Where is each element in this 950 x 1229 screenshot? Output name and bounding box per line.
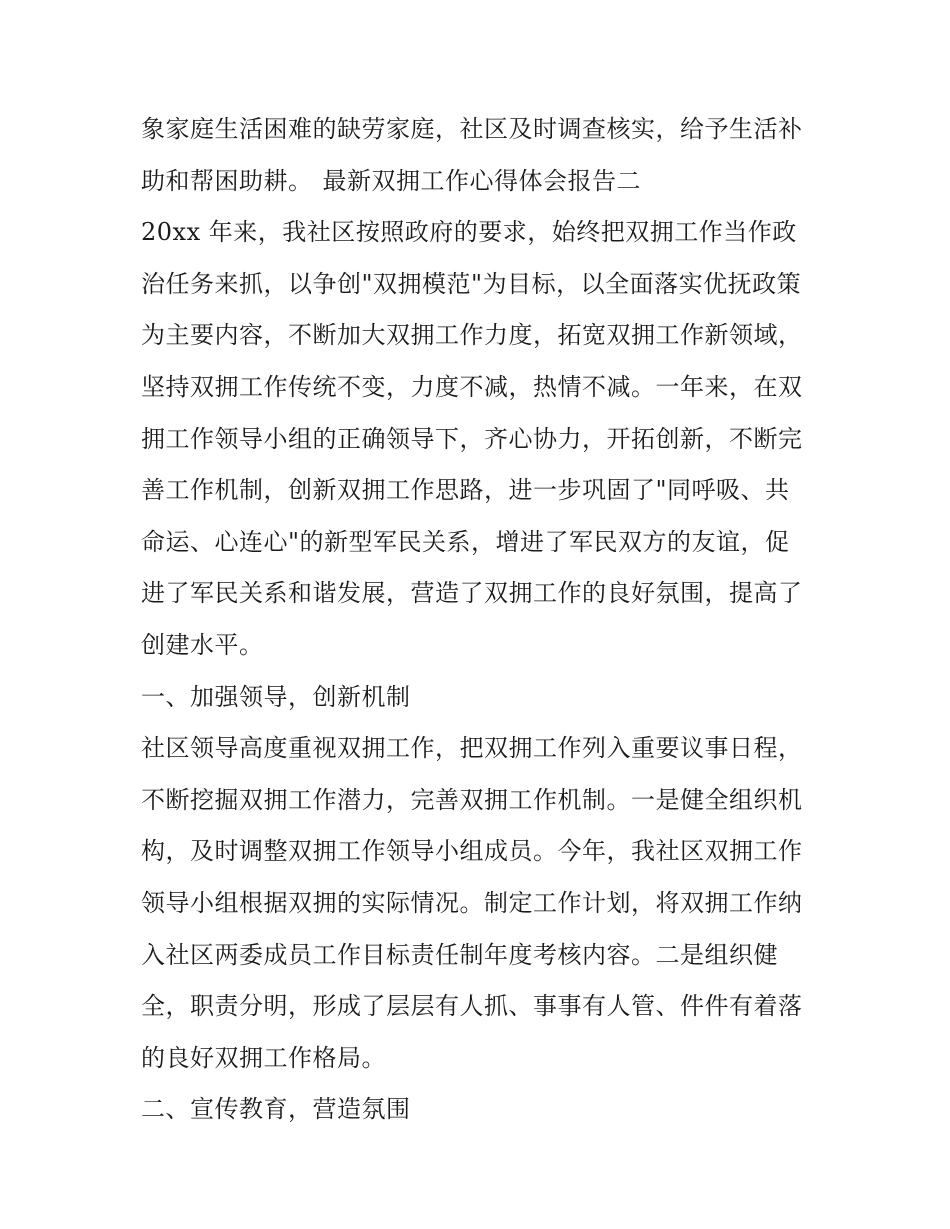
section-heading: 一、加强领导，创新机制 (141, 682, 411, 711)
paragraph-line: 领导小组根据双拥的实际情况。制定工作计划，将双拥工作纳 (141, 888, 803, 917)
paragraph-line: 全，职责分明，形成了层层有人抓、事事有人管、件件有着落 (141, 992, 803, 1021)
paragraph-line: 治任务来抓，以争创"双拥模范"为目标，以全面落实优抚政策 (141, 269, 802, 298)
paragraph-line: 不断挖掘双拥工作潜力，完善双拥工作机制。一是健全组织机 (141, 785, 803, 814)
paragraph-line (141, 156, 821, 208)
paragraph-line: 命运、心连心"的新型军民关系，增进了军民双方的友谊，促 (141, 527, 790, 556)
document-body (141, 104, 821, 1136)
report-subtitle: 最新双拥工作心得体会报告二 (322, 166, 641, 195)
paragraph-line: 拥工作领导小组的正确领导下，齐心协力，开拓创新，不断完 (141, 424, 803, 453)
paragraph-line: 进了军民关系和谐发展，营造了双拥工作的良好氛围，提高了 (141, 579, 803, 608)
paragraph-line: 社区领导高度重视双拥工作，把双拥工作列入重要议事日程， (141, 734, 803, 763)
paragraph-line: 为主要内容，不断加大双拥工作力度，拓宽双拥工作新领域， (141, 321, 803, 350)
paragraph-line: 的良好双拥工作格局。 (141, 1043, 386, 1072)
paragraph-line: 20xx 年来，我社区按照政府的要求，始终把双拥工作当作政 (141, 218, 797, 247)
paragraph-line: 坚持双拥工作传统不变，力度不减，热情不减。一年来，在双 (141, 372, 803, 401)
section-heading: 二、宣传教育，营造氛围 (141, 1095, 411, 1124)
paragraph-line: 入社区两委成员工作目标责任制年度考核内容。二是组织健 (141, 940, 778, 969)
paragraph-line: 象家庭生活困难的缺劳家庭，社区及时调查核实，给予生活补 (141, 115, 803, 143)
paragraph-line: 创建水平。 (141, 630, 264, 659)
paragraph-line: 善工作机制，创新双拥工作思路，进一步巩固了"同呼吸、共 (141, 476, 790, 505)
paragraph-line-end: 助和帮困助耕。 (141, 166, 313, 195)
paragraph-line: 构，及时调整双拥工作领导小组成员。今年，我社区双拥工作 (141, 837, 803, 866)
